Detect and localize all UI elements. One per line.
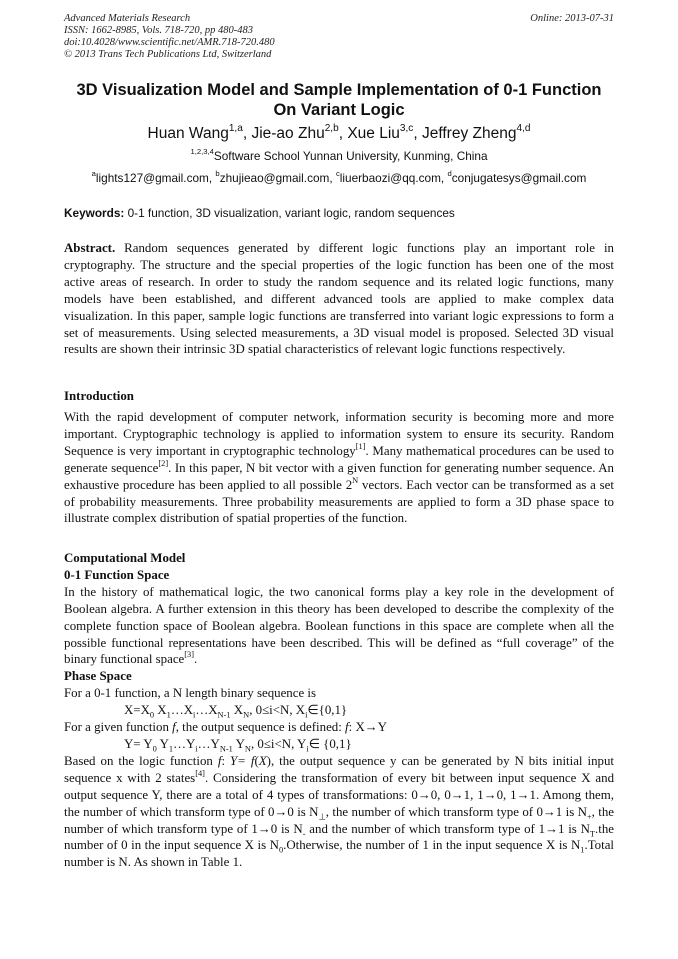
email-address: zhujieao@gmail.com (219, 171, 330, 185)
transform-text: .Total number is N. As shown in Table 1. (64, 838, 614, 870)
affiliation-text: Software School Yunnan University, Kunming, China (213, 149, 488, 163)
online-date: Online: 2013-07-31 (530, 13, 614, 24)
journal-doi: doi:10.4028/www.scientific.net/AMR.718-720.480 (64, 37, 275, 48)
transform-text: .Otherwise, the number of 1 in the input sequence X is N (283, 838, 581, 853)
intro-text: vectors. Each vector can be transformed as a set of probability measurements. Three probability measurements are applied to form a 3D phase space to illustrate complex distribution of spatial properties of the function. (64, 477, 614, 526)
abstract-text: Random sequences generated by different logic functions play an important role in cryptography. The structure and the special properties of the logic function has been one of the most active areas of research. In order to study the random sequence and its related logic functions, many models have been established, and different advanced tools are applied to make complex data visualization. In this paper, sample logic functions are transferred into variant logic expressions to form a set of measurements. Using selected measurements, a 3D visual model is proposed. Selected 3D visual results are shown their intrinsic 3D spatial characteristics of relevant logic functions respectively. (64, 241, 614, 357)
transform-text: Based on the logic function (64, 753, 218, 768)
email-address: lights127@gmail.com (95, 171, 209, 185)
phase-space-line: For a 0-1 function, a N length binary sequence is (64, 686, 317, 701)
transform-text: . Considering the transformation of every bit between input sequence X and output sequence Y, there are a total of 4 types of transformations: 0→0, 0→1, 1→0, 1→1. Among them, the number of which transform type of 0→0 is N (64, 770, 615, 819)
phase-space-line: For a given function f, the output sequence is defined: f: X→Y (64, 720, 387, 735)
punctuation: . (194, 652, 198, 667)
intro-text: . Many mathematical procedures can be used to generate sequence (64, 443, 614, 475)
citation: [2] (158, 458, 169, 468)
email-address: liuerbaozi@qq.com (339, 171, 441, 185)
intro-text: . In this paper, N bit vector with a given function for generating number sequence. An exhaustive procedure has been applied to all possible 2 (64, 460, 614, 492)
introduction-heading: Introduction (64, 389, 134, 403)
affiliation-sup: 1,2,3,4 (190, 147, 214, 157)
journal-header (64, 13, 614, 61)
author-name: Huan Wang (147, 125, 229, 142)
email-sup: d (447, 169, 452, 179)
author-emails: $^a$lights127@gmail.com, $^b$zhujieao@gmail.com, $^c$liuerbaozi@qq.com, $^d$conjugatesys@gmail.com (91, 169, 587, 185)
affiliation (64, 148, 614, 164)
journal-issn: ISSN: 1662-8985, Vols. 718-720, pp 480-483 (64, 25, 253, 36)
author-sup: 1,a (228, 122, 243, 134)
transform-text: , the number of which transform type of 0→1 is N (325, 804, 587, 819)
phase-space-text: For a given function (64, 720, 173, 735)
author-name: Jie-ao Zhu (251, 125, 325, 142)
equation-x: $X=X_0$ $X_1\dots X_i\dots X_{N-1}$ $X_N$, 0≤i<N, $X_i\in\{0,1\}$ (124, 703, 348, 720)
equation-y: $Y= Y_0$ $Y_1\dots Y_i\dots Y_{N-1}$ $Y_N$, 0≤i<N, $Y_i\in$ {0,1} (124, 736, 352, 754)
email-sup: a (91, 169, 96, 179)
transform-text: .the number of 0 in the input sequence X is N (64, 821, 614, 853)
transform-paragraph: Based on the logic function f: Y= f(X), the output sequence y can be generated by N bits initial input sequence x with 2 states[4]. Considering the transformation of every bit between input sequence X and output sequence Y, there are a total of 4 types of transformations: 0→0, 0→1, 1→0, 1→1. Among them, the number of which transform type of 0→0 is $N_\perp$, the number of which transform type of 0→1 is $N_+$, the number of which transform type of 1→0 is $N_-$ and the number of which transform type of 1→1 is $N_T.the$ number of 0 in the input sequence X is $N_0.Otherwise$, the number of 1 in the input sequence X is $N_1.Total$ number is N. As shown in Table 1. (64, 753, 615, 870)
section-heading: Computational Model (64, 551, 186, 565)
transform-text: and the number of which transform type of 1→1 is N (305, 821, 590, 836)
email-address: conjugatesys@gmail.com (451, 171, 587, 185)
superscript-n: N (352, 475, 359, 485)
journal-copyright: © 2013 Trans Tech Publications Ltd, Switzerland (64, 49, 272, 60)
transform-text: , the number of which transform type of 1→0 is N (64, 804, 614, 836)
author-name: Xue Liu (347, 125, 400, 142)
abstract (64, 240, 614, 358)
citation: [3] (184, 650, 195, 660)
abstract-label: Abstract. (64, 241, 116, 255)
citation: [4] (195, 768, 205, 778)
phase-space-text: , the output sequence is defined: (175, 720, 346, 735)
keywords-label: Keywords: (64, 206, 125, 220)
email-sup: c (335, 169, 340, 179)
author-name: Jeffrey Zheng (421, 125, 517, 142)
author-sup: 2,b (324, 122, 339, 134)
transform-text: , the output sequence y can be generated by N bits initial input sequence x with 2 states (64, 753, 614, 785)
author-sup: 3,c (399, 122, 414, 134)
computational-model-section (64, 550, 614, 871)
subsection-heading: 0-1 Function Space (64, 567, 170, 582)
author-sup: 4,d (516, 122, 531, 134)
email-sup: b (215, 169, 220, 179)
subsection-heading: Phase Space (64, 669, 132, 684)
keywords-text: 0-1 function, 3D visualization, variant logic, random sequences (127, 206, 455, 220)
paper-title: 3D Visualization Model and Sample Implementation of 0-1 Function On Variant Logic (76, 81, 602, 119)
intro-text: With the rapid development of computer network, information security is becoming more and more important. Cryptographic technology is applied to information system to ensure its security. Random Sequence is very important in cryptographic technology (64, 410, 614, 458)
author-list: Huan Wang$^{1,a}$, Jie-ao Zhu$^{2,b}$, Xue Liu$^{3,c}$, Jeffrey Zheng$^{4,d}$ (147, 122, 531, 142)
function-space-text: In the history of mathematical logic, the two canonical forms play a key role in the development of Boolean algebra. A further extension in this theory has been developed to describe the complexity of the complete function space of Boolean algebra. Boolean functions in this space are complete when all the possible functional representations have been described. This will be defined as “full coverage” of the binary functional space (64, 584, 614, 667)
citation: [1] (355, 441, 366, 451)
keywords (64, 205, 614, 221)
journal-name: Advanced Materials Research (64, 13, 191, 24)
introduction-paragraph (64, 409, 614, 527)
